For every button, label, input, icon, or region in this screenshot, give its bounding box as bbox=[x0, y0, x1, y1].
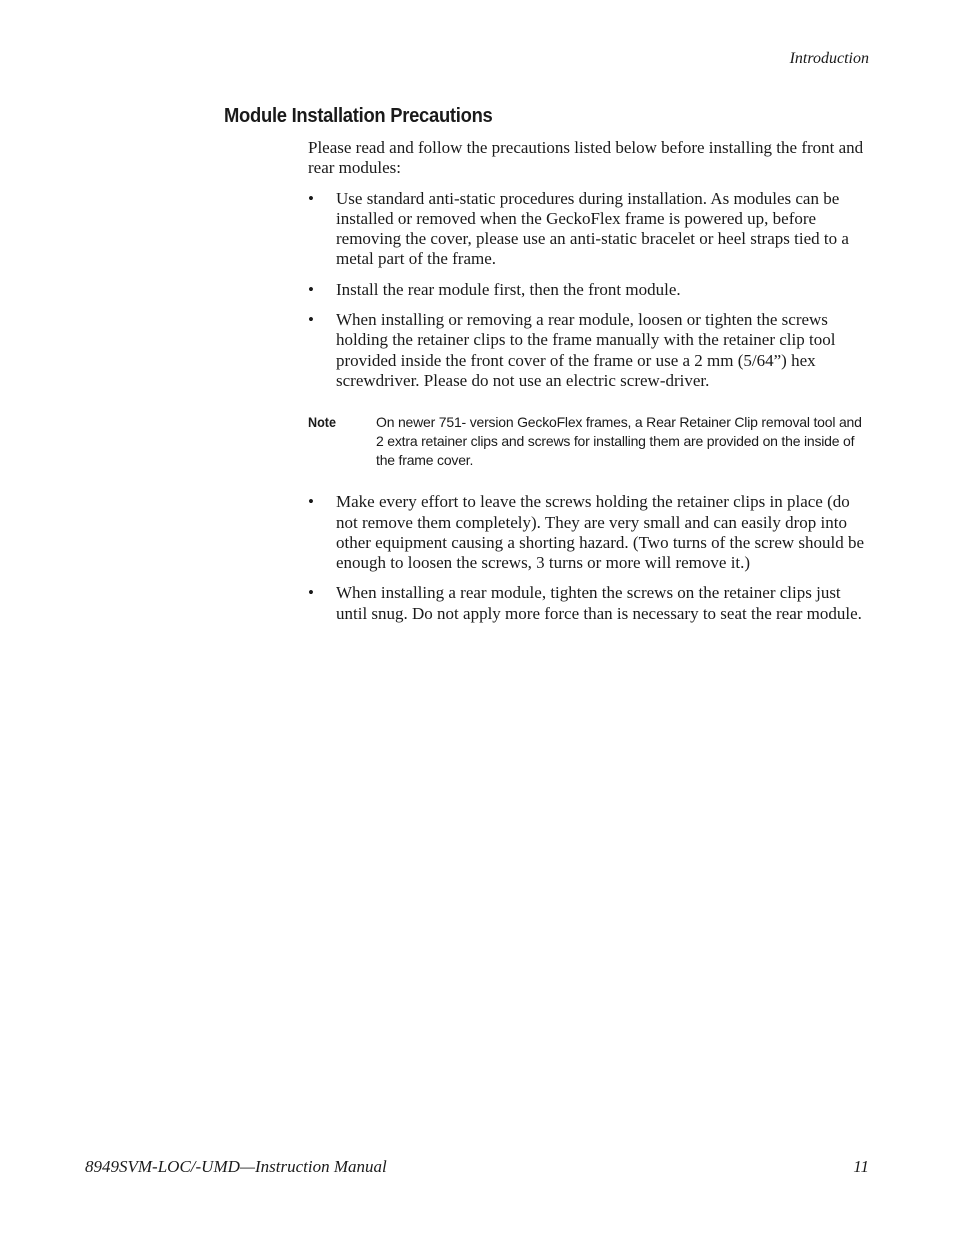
note-label: Note bbox=[308, 414, 337, 431]
list-item bbox=[308, 583, 870, 624]
list-item-text: Use standard anti-static procedures during installation. As modules can be installed or removed when the GeckoFlex frame is powered up, before removing the cover, please use an anti-static bracelet or heel straps tied to a metal part of the frame. bbox=[336, 188, 849, 269]
list-item-text: Install the rear module first, then the front module. bbox=[336, 279, 681, 299]
note-block bbox=[308, 413, 870, 470]
bullet-icon: • bbox=[308, 279, 314, 299]
list-item bbox=[308, 280, 870, 300]
note-text: On newer 751- version GeckoFlex frames, a Rear Retainer Clip removal tool and 2 extra retainer clips and screws for installing them are provided on the inside of the frame cover. bbox=[376, 414, 862, 469]
list-item bbox=[308, 492, 870, 573]
list-item-text: Make every effort to leave the screws holding the retainer clips in place (do not remove them completely). They are very small and can easily drop into other equipment causing a shorting hazard. (Two turns of the screw should be enough to loosen the screws, 3 turns or more will remove it.) bbox=[336, 492, 865, 573]
list-item bbox=[308, 189, 870, 270]
precautions-list-second bbox=[308, 492, 870, 624]
list-item bbox=[308, 310, 870, 391]
page-number: 11 bbox=[853, 1157, 869, 1176]
intro-paragraph: Please read and follow the precautions listed below before installing the front and rear modules: bbox=[308, 138, 864, 178]
running-header: Introduction bbox=[789, 50, 869, 67]
bullet-icon: • bbox=[308, 310, 314, 330]
bullet-icon: • bbox=[308, 188, 314, 208]
list-item-text: When installing a rear module, tighten the screws on the retainer clips just until snug. Do not apply more force than is necessary to seat the rear module. bbox=[336, 583, 862, 623]
running-footer bbox=[85, 1157, 869, 1177]
body-column bbox=[308, 138, 870, 634]
bullet-icon: • bbox=[308, 492, 314, 512]
manual-title: 8949SVM-LOC/-UMD—Instruction Manual bbox=[85, 1157, 387, 1176]
section-heading: Module Installation Precautions bbox=[224, 105, 493, 127]
precautions-list-first bbox=[308, 189, 870, 392]
bullet-icon: • bbox=[308, 583, 314, 603]
list-item-text: When installing or removing a rear module, loosen or tighten the screws holding the retainer clips to the frame manually with the retainer clip tool provided inside the front cover of the frame or use a 2 mm (5/64”) hex screwdriver. Please do not use an electric screw-driver. bbox=[336, 310, 836, 390]
